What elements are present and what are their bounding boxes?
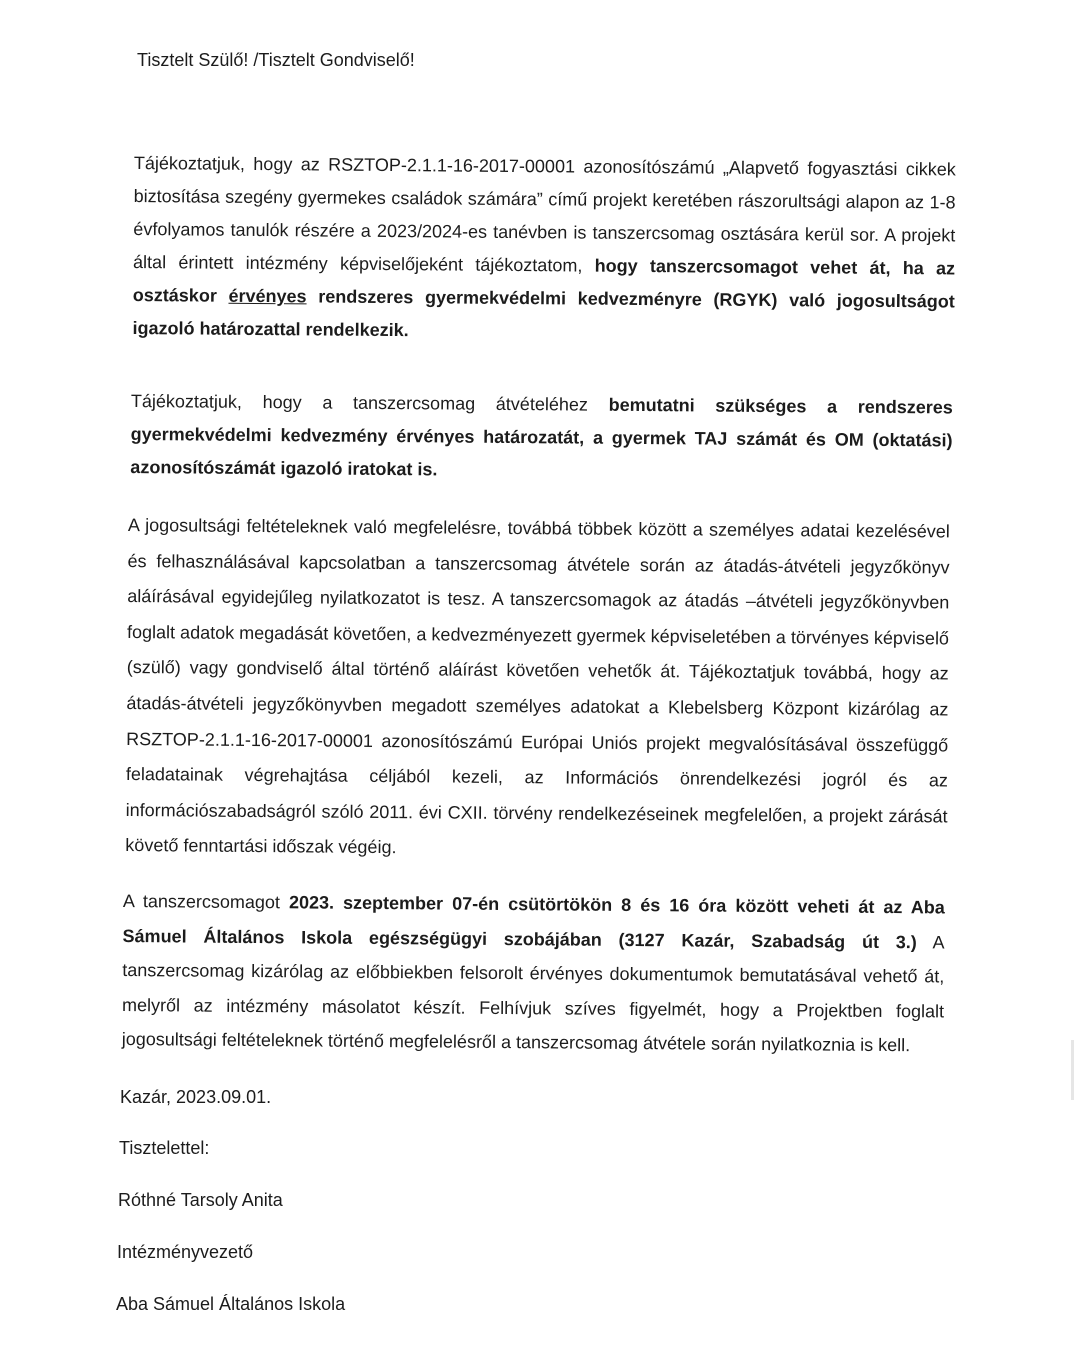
eligibility-condition-bold-cont: rendszeres gyermekvédelmi kedvezményre (RGYK) való jogosultságot igazoló határozattal rendelkezik. bbox=[132, 286, 955, 341]
signer-school: Aba Sámuel Általános Iskola bbox=[116, 1294, 346, 1314]
pickup-intro: A tanszercsomagot bbox=[122, 890, 290, 913]
signer-role: Intézményvezető bbox=[117, 1242, 254, 1262]
paragraph-pickup-details bbox=[122, 884, 945, 1063]
date-line: Kazár, 2023.09.01. bbox=[120, 1087, 272, 1107]
scan-edge-shadow bbox=[1071, 1040, 1074, 1100]
signer-name: Róthné Tarsoly Anita bbox=[118, 1190, 283, 1210]
valid-underlined-word: érvényes bbox=[228, 285, 307, 307]
salutation: Tisztelt Szülő! /Tisztelt Gondviselő! bbox=[137, 50, 415, 70]
required-docs-intro: Tájékoztatjuk, hogy a tanszercsomag átvételéhez bbox=[130, 390, 609, 415]
pickup-date-location-bold: 2023. szeptember 07-én csütörtökön 8 és 16 óra között veheti át az Aba Sámuel Általános Iskola egészségügyi szobájában (3127 Kazár, Szabadság út 3.) bbox=[122, 892, 945, 952]
paragraph-data-privacy: A jogosultsági feltételeknek való megfelelésre, továbbá többek között a személyes adatai kezelésével és felhasználásával kapcsolatban a tanszercsomag átvétele során az átadás-átvételi jegyzőkönyv aláírásával egyidejűleg nyilatkozatot is tesz. A tanszercsomagok az átadás –átvételi jegyzőkönyvben foglalt adatok megadását követően, a kedvezményezett gyermek képviseletében a törvényes képviselő (szülő) vagy gondviselő által történő aláírást követően vehetők át. Tájékoztatjuk továbbá, hogy az átadás-átvételi jegyzőkönyvben megadott személyes adatokat a Klebelsberg Központ kizárólag az RSZTOP-2.1.1-16-2017-00001 azonosítószámú Európai Uniós projekt megvalósításával összefüggő feladatainak végrehajtása céljából kezeli, az Információs önrendelkezési jogról és az információszabadságról szóló 2011. évi CXII. törvény rendelkezéseinek megfelelően, a projekt zárását követő fenntartási időszak végéig. bbox=[125, 514, 950, 858]
closing-greeting: Tisztelettel: bbox=[119, 1138, 210, 1158]
eligibility-condition-bold: hogy tanszercsomagot vehet át, ha az osztáskor bbox=[132, 255, 956, 306]
required-docs-bold: bemutatni szükséges a rendszeres gyermekvédelmi kedvezmény érvényes határozatát, a gyermek TAJ számát és OM (oktatási) azonosítószámát igazoló iratokat is. bbox=[130, 394, 953, 480]
paragraph-required-documents bbox=[130, 385, 953, 490]
pickup-conditions: A tanszercsomag kizárólag az előbbiekben felsorolt érvényes dokumentumok bemutatásával vehető át, melyről az intézmény másolatot készít. Felhívjuk szíves figyelmét, hogy a Projektben foglalt jogosultsági feltételeknek történő megfelelésről a tanszercsomag átvétele során nyilatkoznia is kell. bbox=[121, 931, 945, 1056]
paragraph-program-text: Tájékoztatjuk, hogy az RSZTOP-2.1.1-16-2017-00001 azonosítószámú „Alapvető fogyasztási cikkek biztosítása szegény gyermekes családok számára” című projekt keretében rászorultsági alapon az 1-8 évfolyamos tanulók részére a 2023/2024-es tanévben is tanszercsomag osztására kerül sor. A projekt által érintett intézmény képviselőjeként tájékoztatom, bbox=[133, 152, 956, 276]
paragraph-program-info bbox=[132, 147, 956, 351]
